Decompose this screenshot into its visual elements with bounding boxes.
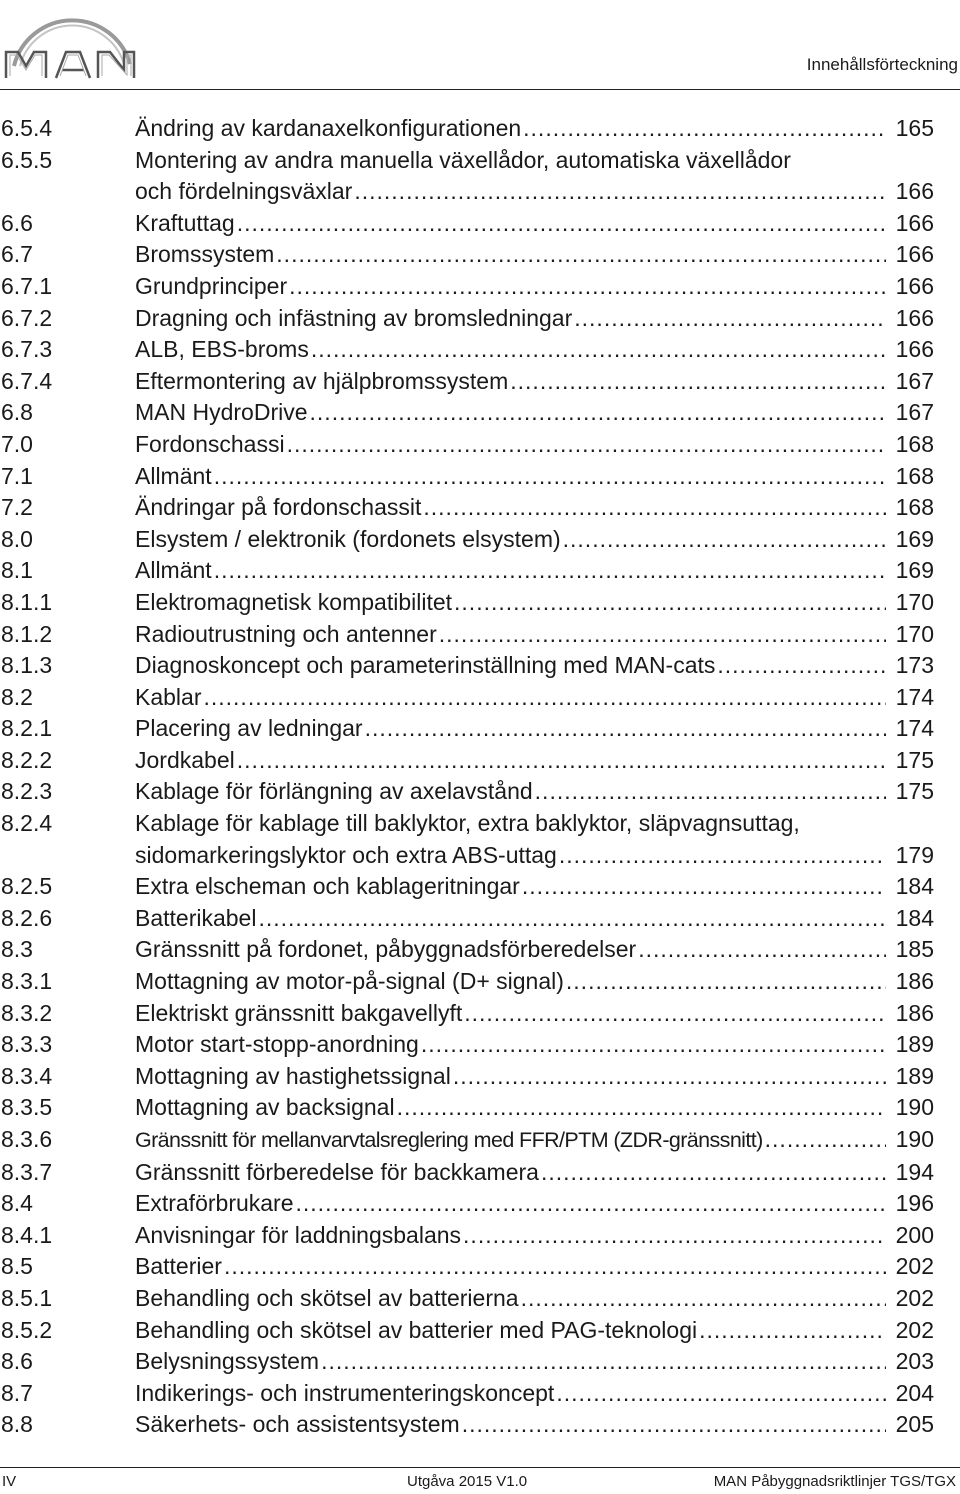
toc-section-title: Kraftuttag — [135, 209, 235, 236]
man-logo — [0, 0, 142, 86]
toc-section-title: Fordonschassi — [135, 430, 285, 457]
toc-page-number: 166 — [895, 304, 934, 331]
toc-entry-line — [0, 176, 934, 208]
toc-dot-leader — [311, 334, 886, 366]
toc-dot-leader — [638, 934, 886, 966]
man-logo-icon — [0, 0, 142, 86]
toc-dot-leader — [224, 1251, 886, 1283]
toc-entry[interactable] — [0, 492, 934, 524]
toc-page-number: 184 — [895, 904, 934, 931]
toc-section-number: 8.0 — [1, 525, 33, 552]
toc-page-number: 189 — [895, 1062, 934, 1089]
toc-section-title: Batterikabel — [135, 904, 257, 931]
toc-page-number: 175 — [895, 778, 934, 805]
toc-page-number: 167 — [895, 367, 934, 394]
toc-page-number: 196 — [895, 1190, 934, 1217]
toc-entry[interactable] — [0, 145, 934, 208]
toc-section-title: Gränssnitt för mellanvarvtalsreglering med FFR/PTM (ZDR-gränssnitt) — [135, 1128, 763, 1152]
toc-section-number: 8.4.1 — [1, 1221, 53, 1248]
toc-section-title: Kablar — [135, 683, 202, 710]
toc-section-number: 6.7.1 — [1, 272, 53, 299]
toc-dot-leader — [310, 397, 886, 429]
toc-entry-line — [0, 1220, 934, 1252]
toc-dot-leader — [421, 1029, 886, 1061]
toc-section-title: Allmänt — [135, 462, 212, 489]
toc-section-number: 7.0 — [1, 430, 33, 457]
toc-page-number: 186 — [895, 999, 934, 1026]
toc-section-number: 8.3.1 — [1, 968, 53, 995]
toc-entry-line — [0, 145, 934, 177]
toc-section-title: Anvisningar för laddningsbalans — [135, 1221, 462, 1248]
toc-page-number: 166 — [895, 241, 934, 268]
toc-dot-leader — [237, 745, 886, 777]
toc-entry-line — [0, 871, 934, 903]
toc-entry[interactable] — [0, 587, 934, 619]
toc-section-title: Elsystem / elektronik (fordonets elsystem) — [135, 525, 561, 552]
toc-entry[interactable] — [0, 461, 934, 493]
toc-section-number: 6.7 — [1, 241, 33, 268]
toc-entry[interactable] — [0, 1092, 934, 1124]
toc-page-number: 205 — [895, 1411, 934, 1438]
toc-entry[interactable] — [0, 1378, 934, 1410]
toc-section-number: 8.3 — [1, 936, 33, 963]
toc-section-title: Gränssnitt förberedelse för backkamera — [135, 1158, 539, 1185]
toc-entry-line — [0, 492, 934, 524]
toc-section-title: Allmänt — [135, 557, 212, 584]
toc-section-number: 8.7 — [1, 1379, 33, 1406]
toc-section-number: 8.5 — [1, 1253, 33, 1280]
footer-edition: Utgåva 2015 V1.0 — [407, 1473, 528, 1490]
toc-section-number: 8.3.2 — [1, 999, 53, 1026]
toc-section-number: 6.5.4 — [1, 115, 53, 141]
toc-section-title: Batterier — [135, 1253, 222, 1280]
toc-entry-line — [0, 303, 934, 335]
toc-entry-line — [0, 966, 934, 998]
toc-section-title-continued: sidomarkeringslyktor och extra ABS-uttag — [135, 841, 557, 868]
toc-page-number: 173 — [895, 652, 934, 679]
toc-section-title: Radioutrustning och antenner — [135, 620, 437, 647]
toc-page-number: 168 — [895, 462, 934, 489]
toc-entry-line — [0, 1315, 934, 1347]
toc-dot-leader — [522, 871, 886, 903]
toc-page-number: 167 — [895, 399, 934, 426]
toc-page-number: 169 — [895, 525, 934, 552]
toc-section-title: Elektriskt gränssnitt bakgavellyft — [135, 999, 463, 1026]
toc-entry[interactable] — [0, 745, 934, 777]
toc-entry[interactable] — [0, 303, 934, 335]
toc-entry-line — [0, 1029, 934, 1061]
toc-section-number: 8.2.4 — [1, 810, 53, 837]
toc-section-title: Dragning och infästning av bromsledningar — [135, 304, 573, 331]
toc-page-number: 169 — [895, 557, 934, 584]
toc-page-number: 189 — [895, 1031, 934, 1058]
toc-entry[interactable] — [0, 1157, 934, 1189]
toc-entry[interactable] — [0, 239, 934, 271]
toc-dot-leader — [453, 1061, 886, 1093]
toc-section-title: Extra elscheman och kablageritningar — [135, 873, 520, 900]
toc-entry-line — [0, 1061, 934, 1093]
toc-page-number: 166 — [895, 272, 934, 299]
toc-entry-line — [0, 1378, 934, 1410]
toc-section-number: 8.1 — [1, 557, 33, 584]
toc-dot-leader — [510, 366, 886, 398]
toc-section-number: 6.7.2 — [1, 304, 53, 331]
toc-entry-line — [0, 808, 934, 840]
toc-section-number: 6.8 — [1, 399, 33, 426]
toc-dot-leader — [563, 524, 886, 556]
toc-section-title: Grundprinciper — [135, 272, 288, 299]
toc-section-number: 6.7.3 — [1, 336, 53, 363]
toc-dot-leader — [237, 208, 886, 240]
toc-page-number: 184 — [895, 873, 934, 900]
toc-section-title: Kablage för kablage till baklyktor, extra baklyktor, släpvagnsuttag, — [135, 810, 800, 837]
toc-section-number: 8.3.6 — [1, 1126, 53, 1152]
toc-section-number: 8.3.4 — [1, 1062, 53, 1089]
toc-section-number: 8.2 — [1, 683, 33, 710]
toc-entry-line — [0, 619, 934, 651]
toc-entry[interactable] — [0, 619, 934, 651]
toc-entry[interactable] — [0, 966, 934, 998]
toc-entry[interactable] — [0, 113, 934, 145]
toc-dot-leader — [289, 271, 886, 303]
toc-section-title: Behandling och skötsel av batterierna — [135, 1284, 519, 1311]
toc-dot-leader — [464, 998, 886, 1030]
toc-entry-line — [0, 397, 934, 429]
toc-dot-leader — [287, 429, 886, 461]
toc-page-number: 166 — [895, 209, 934, 236]
toc-section-number: 8.5.2 — [1, 1316, 53, 1343]
toc-dot-leader — [574, 303, 886, 335]
toc-entry-line — [0, 366, 934, 398]
toc-section-number: 8.2.6 — [1, 904, 53, 931]
toc-section-number: 8.2.3 — [1, 778, 53, 805]
toc-page-number: 166 — [895, 178, 934, 205]
toc-page-number: 202 — [895, 1284, 934, 1311]
toc-section-number: 8.4 — [1, 1190, 33, 1217]
toc-page-number: 174 — [895, 683, 934, 710]
toc-entry-line — [0, 1124, 934, 1157]
toc-entry[interactable] — [0, 713, 934, 745]
toc-entry-line — [0, 208, 934, 240]
toc-section-number: 8.5.1 — [1, 1284, 53, 1311]
toc-entry[interactable] — [0, 808, 934, 871]
toc-section-title: Indikerings- och instrumenteringskoncept — [135, 1379, 555, 1406]
toc-section-number: 8.8 — [1, 1411, 33, 1438]
toc-section-number: 8.3.3 — [1, 1031, 53, 1058]
toc-entry[interactable] — [0, 776, 934, 808]
toc-section-number: 7.1 — [1, 462, 33, 489]
toc-section-title-continued: och fördelningsväxlar — [135, 178, 353, 205]
toc-page-number: 168 — [895, 494, 934, 521]
toc-entry[interactable] — [0, 397, 934, 429]
toc-entry[interactable] — [0, 1220, 934, 1252]
toc-dot-leader — [454, 587, 886, 619]
toc-section-number: 8.1.2 — [1, 620, 53, 647]
toc-entry-line — [0, 1251, 934, 1283]
toc-section-title: Behandling och skötsel av batterier med PAG-teknologi — [135, 1316, 698, 1343]
toc-entry[interactable] — [0, 871, 934, 903]
toc-entry[interactable] — [0, 998, 934, 1030]
toc-page-number: 204 — [895, 1379, 934, 1406]
toc-page-number: 203 — [895, 1348, 934, 1375]
toc-dot-leader — [521, 1283, 886, 1315]
toc-section-title: Mottagning av backsignal — [135, 1094, 395, 1121]
toc-dot-leader — [699, 1315, 886, 1347]
toc-section-title: Säkerhets- och assistentsystem — [135, 1411, 460, 1438]
toc-section-title: Belysningssystem — [135, 1348, 320, 1375]
toc-entry-line — [0, 1092, 934, 1124]
toc-entry[interactable] — [0, 650, 934, 682]
toc-entry[interactable] — [0, 1251, 934, 1283]
header-title: Innehållsförteckning — [806, 55, 958, 74]
table-of-contents — [0, 113, 934, 1441]
toc-entry[interactable] — [0, 682, 934, 714]
toc-dot-leader — [559, 840, 886, 872]
toc-entry[interactable] — [0, 1315, 934, 1347]
toc-entry-line — [0, 998, 934, 1030]
toc-entry[interactable] — [0, 934, 934, 966]
toc-section-title: Jordkabel — [135, 746, 235, 773]
toc-section-title: Diagnoskoncept och parameterinställning med MAN-cats — [135, 652, 716, 679]
toc-dot-leader — [354, 176, 886, 208]
toc-entry-line — [0, 1283, 934, 1315]
toc-page-number: 174 — [895, 715, 934, 742]
toc-page-number: 170 — [895, 620, 934, 647]
toc-section-title: Mottagning av motor-på-signal (D+ signal) — [135, 968, 564, 995]
toc-dot-leader — [439, 619, 886, 651]
toc-entry[interactable] — [0, 429, 934, 461]
toc-section-number: 8.1.1 — [1, 588, 53, 615]
toc-page-number: 190 — [895, 1094, 934, 1121]
toc-dot-leader — [523, 113, 886, 145]
toc-entry[interactable] — [0, 1283, 934, 1315]
toc-entry-line — [0, 840, 934, 872]
toc-entry-line — [0, 1157, 934, 1189]
toc-dot-leader — [276, 239, 886, 271]
toc-dot-leader — [423, 492, 886, 524]
toc-entry-line — [0, 239, 934, 271]
toc-section-number: 8.2.2 — [1, 746, 53, 773]
toc-page-number: 179 — [895, 841, 934, 868]
toc-section-number: 6.6 — [1, 209, 33, 236]
toc-entry-line — [0, 1409, 934, 1441]
toc-page-number: 166 — [895, 336, 934, 363]
toc-section-title: Mottagning av hastighetssignal — [135, 1062, 451, 1089]
toc-entry-line — [0, 334, 934, 366]
toc-entry-line — [0, 555, 934, 587]
toc-page-number: 202 — [895, 1316, 934, 1343]
footer-page-number: IV — [2, 1473, 17, 1490]
toc-dot-leader — [541, 1157, 886, 1189]
toc-dot-leader — [365, 713, 886, 745]
toc-entry-line — [0, 587, 934, 619]
toc-page-number: 200 — [895, 1221, 934, 1248]
toc-dot-leader — [535, 776, 886, 808]
toc-page-number: 186 — [895, 968, 934, 995]
footer-document-title: MAN Påbyggnadsriktlinjer TGS/TGX — [713, 1473, 956, 1490]
toc-section-title: Gränssnitt på fordonet, påbyggnadsförberedelser — [135, 936, 637, 963]
toc-dot-leader — [258, 903, 886, 935]
toc-entry-line — [0, 461, 934, 493]
toc-section-number: 6.5.5 — [1, 146, 53, 173]
toc-dot-leader — [296, 1188, 886, 1220]
toc-entry[interactable] — [0, 555, 934, 587]
toc-entry[interactable] — [0, 1188, 934, 1220]
toc-page-number: 190 — [895, 1126, 934, 1152]
toc-entry[interactable] — [0, 903, 934, 935]
toc-section-title: Ändringar på fordonschassit — [135, 494, 422, 521]
toc-dot-leader — [717, 650, 886, 682]
toc-dot-leader — [203, 682, 886, 714]
toc-dot-leader — [566, 966, 886, 998]
toc-section-title: Ändring av kardanaxelkonfigurationen — [135, 115, 522, 141]
toc-page-number: 168 — [895, 430, 934, 457]
toc-section-title: Bromssystem — [135, 241, 275, 268]
toc-entry-line — [0, 713, 934, 745]
toc-section-number: 8.1.3 — [1, 652, 53, 679]
footer-divider — [0, 1467, 960, 1468]
toc-page-number: 194 — [895, 1158, 934, 1185]
toc-page-number: 185 — [895, 936, 934, 963]
toc-section-title: Placering av ledningar — [135, 715, 363, 742]
toc-entry[interactable] — [0, 208, 934, 240]
toc-entry[interactable] — [0, 1409, 934, 1441]
toc-entry[interactable] — [0, 1061, 934, 1093]
toc-section-number: 8.3.5 — [1, 1094, 53, 1121]
toc-entry-line — [0, 682, 934, 714]
toc-entry[interactable] — [0, 1124, 934, 1157]
toc-dot-leader — [214, 461, 886, 493]
toc-section-title: Eftermontering av hjälpbromssystem — [135, 367, 509, 394]
toc-section-number: 7.2 — [1, 494, 33, 521]
toc-page-number: 202 — [895, 1253, 934, 1280]
toc-dot-leader — [556, 1378, 886, 1410]
toc-dot-leader — [765, 1124, 886, 1156]
toc-entry-line — [0, 776, 934, 808]
toc-entry-line — [0, 903, 934, 935]
toc-entry-line — [0, 934, 934, 966]
toc-section-title: Motor start-stopp-anordning — [135, 1031, 419, 1058]
toc-dot-leader — [214, 555, 886, 587]
toc-entry[interactable] — [0, 366, 934, 398]
toc-section-number: 8.3.7 — [1, 1158, 53, 1185]
toc-dot-leader — [463, 1220, 886, 1252]
toc-entry-line — [0, 113, 934, 145]
toc-entry-line — [0, 1346, 934, 1378]
toc-entry[interactable] — [0, 1346, 934, 1378]
toc-section-number: 8.2.1 — [1, 715, 53, 742]
toc-entry[interactable] — [0, 334, 934, 366]
toc-entry-line — [0, 524, 934, 556]
toc-entry[interactable] — [0, 271, 934, 303]
header-divider — [0, 89, 960, 90]
toc-section-title: Elektromagnetisk kompatibilitet — [135, 588, 453, 615]
toc-page-number: 165 — [895, 115, 934, 141]
toc-dot-leader — [397, 1092, 886, 1124]
toc-entry[interactable] — [0, 1029, 934, 1061]
toc-entry-line — [0, 429, 934, 461]
toc-section-number: 8.6 — [1, 1348, 33, 1375]
toc-section-number: 8.2.5 — [1, 873, 53, 900]
toc-section-title: Kablage för förlängning av axelavstånd — [135, 778, 533, 805]
toc-entry-line — [0, 745, 934, 777]
toc-section-number: 6.7.4 — [1, 367, 53, 394]
toc-entry-line — [0, 1188, 934, 1220]
toc-page-number: 175 — [895, 746, 934, 773]
toc-section-title: ALB, EBS-broms — [135, 336, 309, 363]
toc-section-title: Extraförbrukare — [135, 1190, 294, 1217]
toc-page-number: 170 — [895, 588, 934, 615]
toc-entry-line — [0, 650, 934, 682]
toc-entry-line — [0, 271, 934, 303]
toc-section-title: Montering av andra manuella växellådor, automatiska växellådor — [135, 146, 791, 173]
toc-entry[interactable] — [0, 524, 934, 556]
toc-dot-leader — [321, 1346, 886, 1378]
toc-dot-leader — [462, 1409, 886, 1441]
toc-section-title: MAN HydroDrive — [135, 399, 308, 426]
